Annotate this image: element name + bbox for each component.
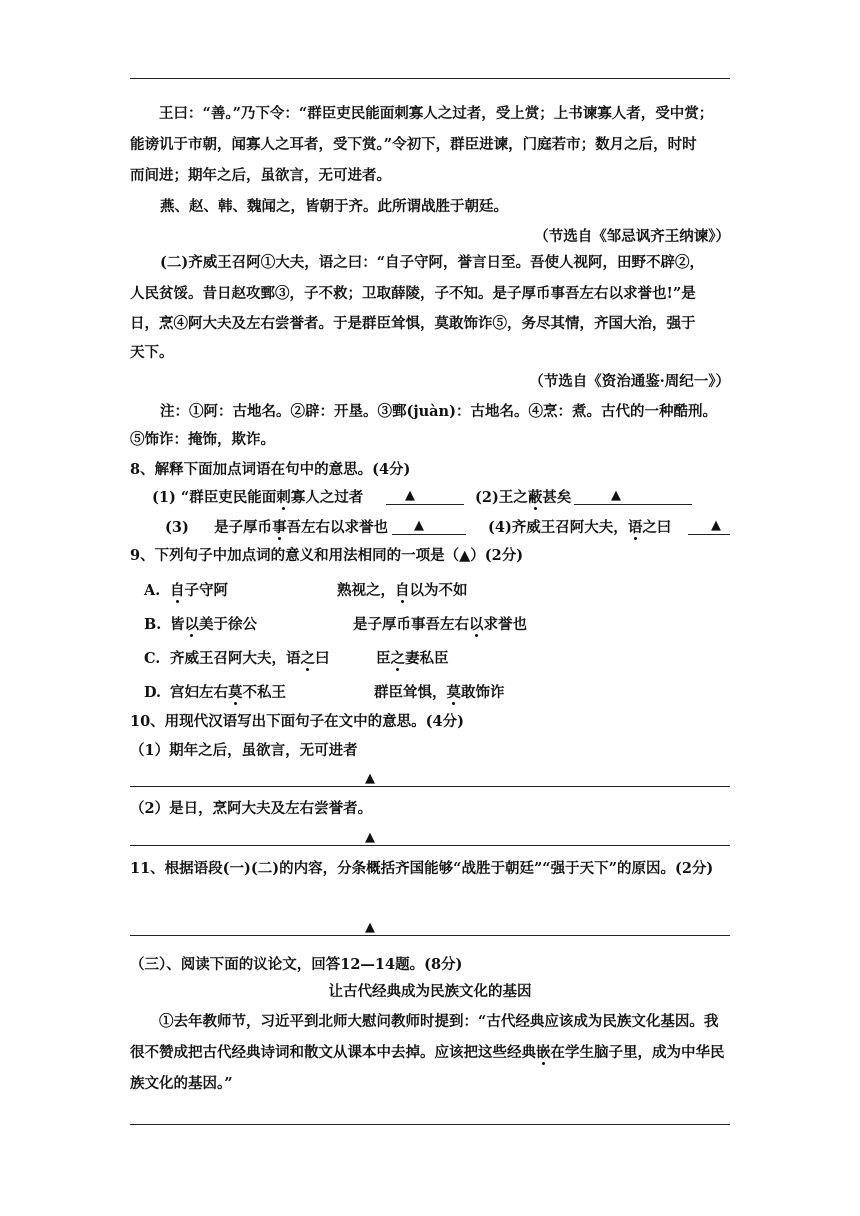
part3-essay-title: 让古代经典成为民族文化的基因 <box>328 983 532 1000</box>
q9-option-b-left <box>170 617 257 633</box>
part3-paragraph1 <box>130 1006 730 1099</box>
q9-option-a-label[interactable]: A. <box>144 582 161 599</box>
q9-option-b-label[interactable]: B. <box>144 616 162 633</box>
q8-item1-text-a: “群臣吏民能面 <box>180 489 277 506</box>
q10-answer2-mark: ▲ <box>365 830 375 845</box>
passage1-line2: 能谤讥于市朝，闻寡人之耳者，受下赏。”令初下，群臣进谏，门庭若市；数月之后，时时 <box>130 136 697 153</box>
q11-answer-mark: ▲ <box>365 920 375 935</box>
q8-item3-text-b: 吾左右以求誉也 <box>286 519 389 536</box>
q9-c-left-text-a: 齐威王召阿大夫，语 <box>170 650 301 667</box>
q10-answer1-line[interactable] <box>130 786 730 787</box>
passage1-line1: 王曰：“善。”乃下令：“群臣吏民能面刺寡人之过者，受上赏；上书谏寡人者，受中赏； <box>159 105 714 122</box>
q9-a-right-text-b: 以为不如 <box>409 582 468 599</box>
q8-item4-dotted-word: 语 <box>627 519 643 536</box>
part3-paragraph1-text-a: ①去年教师节，习近平到北师大慰问教师时提到：“古代经典应该成为民族文化基因。我很不赞成把古代经典诗词和散文从课本中去掉。应该把这些经典 <box>130 1013 719 1061</box>
q8-item1-answer-mark: ▲ <box>405 488 415 503</box>
q9-c-right-dotted-word: 之 <box>390 650 405 667</box>
passage1-paragraph2: 燕、赵、韩、魏闻之，皆朝于齐。此所谓战胜于朝廷。 <box>160 198 508 215</box>
q8-item1-text-b: 寡人之过者 <box>290 489 364 506</box>
passage1-line3: 而间进；期年之后，虽欲言，无可进者。 <box>130 167 391 184</box>
q10-stem: 10、用现代汉语写出下面句子在文中的意思。(4分) <box>130 713 464 730</box>
q8-item3-dotted-word: 事 <box>272 519 287 536</box>
q9-b-right-text-a: 是子厚币事吾左右 <box>353 616 469 633</box>
q10-answer2-line[interactable] <box>130 845 730 846</box>
passage2-line3: 日，烹④阿大夫及左右尝誉者。于是群臣耸惧，莫敢饰诈⑤，务尽其情，齐国大治，强于 <box>130 315 696 332</box>
q8-item1-answer-line[interactable] <box>386 504 464 505</box>
note-line1: 注：①阿：古地名。②辟：开垦。③鄄(juàn)：古地名。④烹：煮。古代的一种酷刑。 <box>160 403 717 420</box>
q8-item2 <box>475 490 571 506</box>
q9-option-d-right <box>374 685 505 701</box>
q9-a-right-text-a: 熟视之， <box>337 582 395 599</box>
q8-item2-text-b: 甚矣 <box>542 489 572 506</box>
q8-item4-text-b: 之曰 <box>642 519 672 536</box>
q10-sentence2: （2）是日，烹阿大夫及左右尝誉者。 <box>130 800 373 817</box>
q8-item1-dotted-word: 刺 <box>276 489 291 506</box>
q9-d-left-text-b: 不私王 <box>242 684 286 701</box>
q9-option-c-right <box>376 651 449 667</box>
q8-item3-text-a: 是子厚币 <box>214 519 273 536</box>
passage2-source: （节选自《资治通鉴·周纪一》） <box>529 373 730 390</box>
q8-item3-answer-mark: ▲ <box>414 518 424 533</box>
q9-b-left-text-a: 皆 <box>170 616 185 633</box>
q8-item2-dotted-word: 蔽 <box>527 489 543 506</box>
q11-stem: 11、根据语段(一)(二)的内容，分条概括齐国能够“战胜于朝廷”“强于天下”的原因。(2分) <box>130 860 714 877</box>
q8-item2-answer-line[interactable] <box>574 504 692 505</box>
q9-option-c-left <box>170 651 330 667</box>
q9-a-left-dotted-word: 自 <box>170 582 185 599</box>
q8-item4 <box>488 520 671 536</box>
q8-item4-answer-line[interactable] <box>688 534 730 535</box>
q9-b-right-dotted-word: 以 <box>469 616 484 633</box>
passage1-source: （节选自《邹忌讽齐王纳谏》） <box>534 228 730 245</box>
q9-d-right-text-a: 群臣耸惧， <box>374 684 447 701</box>
part3-header: （三）、阅读下面的议论文，回答12—14题。(8分) <box>130 956 463 973</box>
q8-item3 <box>165 520 388 536</box>
q9-stem: 9、下列句子中加点词的意义和用法相同的一项是（▲）(2分) <box>130 547 524 564</box>
part3-paragraph1-dotted-word: 嵌 <box>536 1044 551 1061</box>
q9-a-left-text: 子守阿 <box>184 582 228 599</box>
q9-a-right-dotted-word: 自 <box>395 582 410 599</box>
q9-b-right-text-b: 求誉也 <box>483 616 527 633</box>
q10-answer1-mark: ▲ <box>365 771 375 786</box>
bottom-rule <box>130 1124 730 1125</box>
passage2-line1: (二)齐威王召阿①大夫，语之曰：“自子守阿，誉言日至。吾使人视阿，田野不辟②， <box>160 254 705 271</box>
q9-b-left-dotted-word: 以 <box>184 616 199 633</box>
q9-option-a-right <box>337 583 468 599</box>
part3-paragraph1-text-b: 在学生脑子里，成为中华民族文化的基因。” <box>130 1044 725 1092</box>
q9-b-left-text-b: 美于徐公 <box>199 616 257 633</box>
q10-sentence1: （1）期年之后，虽欲言，无可进者 <box>130 742 358 759</box>
q8-item3-answer-line[interactable] <box>392 534 466 535</box>
q8-item4-answer-mark: ▲ <box>711 518 721 533</box>
q8-item1-number: (1) <box>152 489 176 506</box>
top-rule <box>130 78 730 79</box>
q9-option-a-left <box>170 583 228 599</box>
q9-c-left-text-b: 曰 <box>315 650 330 667</box>
passage2-line2: 人民贫馁。昔日赵攻鄄③，子不救；卫取薛陵，子不知。是子厚币事吾左右以求誉也!”是 <box>130 285 696 302</box>
q9-d-right-text-b: 敢饰诈 <box>461 684 505 701</box>
q8-item4-text-a: (4)齐威王召阿大夫， <box>488 519 628 536</box>
note-line2: ⑤饰诈：掩饰，欺诈。 <box>130 431 275 448</box>
q9-c-right-text-a: 臣 <box>376 650 391 667</box>
q9-option-d-left <box>170 685 286 701</box>
q9-d-right-dotted-word: 莫 <box>446 684 461 701</box>
q9-option-c-label[interactable]: C. <box>144 650 161 667</box>
q9-option-b-right <box>353 617 527 633</box>
passage2-line4: 天下。 <box>130 344 174 361</box>
q11-answer-line[interactable] <box>130 935 730 936</box>
q8-item2-text-a: (2)王之 <box>475 489 528 506</box>
q9-d-left-text-a: 宫妇左右 <box>170 684 228 701</box>
q8-stem: 8、解释下面加点词语在句中的意思。(4分) <box>130 461 411 478</box>
q8-item1 <box>152 490 363 506</box>
q8-item3-number: (3) <box>165 519 189 536</box>
q9-c-right-text-b: 妻私臣 <box>405 650 449 667</box>
q9-c-left-dotted-word: 之 <box>300 650 315 667</box>
q8-item2-answer-mark: ▲ <box>611 488 621 503</box>
q9-d-left-dotted-word: 莫 <box>228 684 243 701</box>
q9-option-d-label[interactable]: D. <box>144 684 162 701</box>
